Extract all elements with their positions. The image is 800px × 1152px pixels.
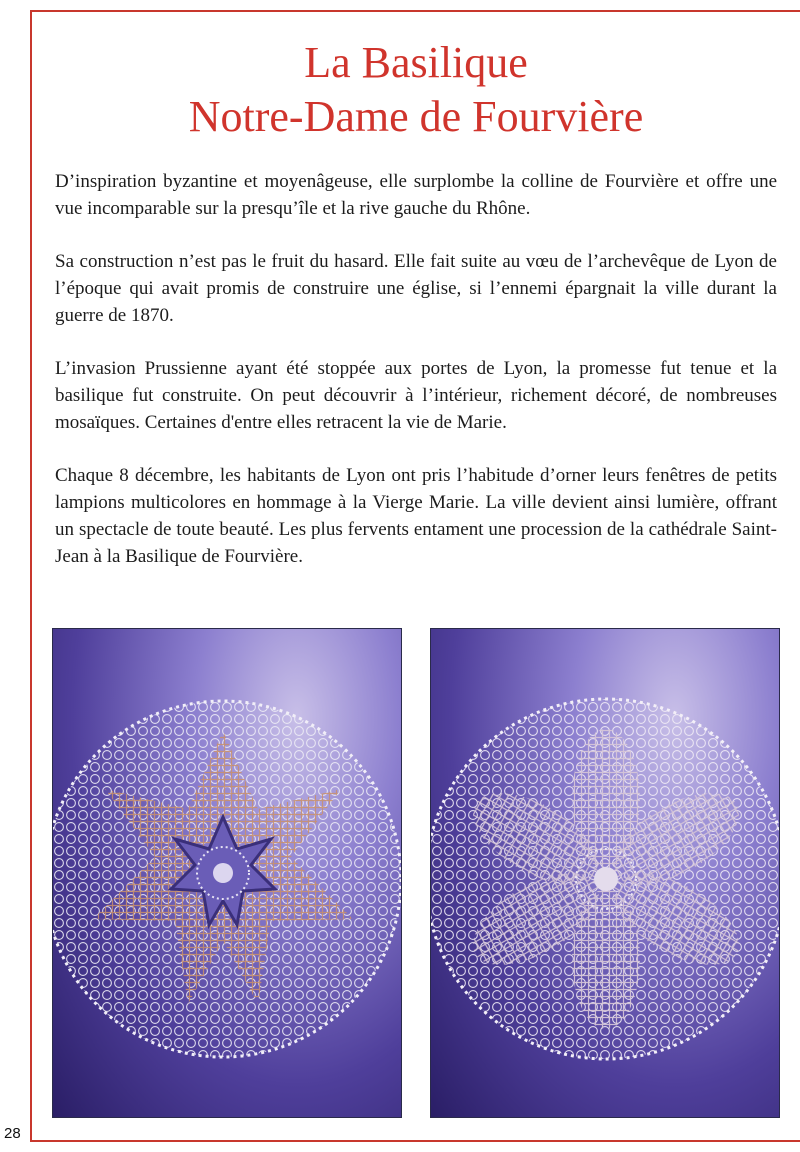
paragraph-invasion: L’invasion Prussienne ayant été stoppée aux portes de Lyon, la promesse fut tenue et la basilique fut construite. On peut découvrir à l’intérieur, richement décoré, de nombreuses mosaïques. Certaines d'entre elles retracent la vie de Marie. bbox=[55, 358, 777, 433]
doily-photo-left bbox=[52, 628, 402, 1118]
paragraph-construction: Sa construction n’est pas le fruit du hasard. Elle fait suite au vœu de l’archevêque de Lyon de l’époque qui avait promis de construire une église, si l’ennemi épargnait la ville durant la guerre de 1870. bbox=[55, 251, 777, 326]
doily-flower-illustration bbox=[431, 629, 780, 1118]
page-number: 28 bbox=[4, 1125, 21, 1142]
paragraph-december-8: Chaque 8 décembre, les habitants de Lyon ont pris l’habitude d’orner leurs fenêtres de petits lampions multicolores en hommage à la Vierge Marie. La ville devient ainsi lumière, offrant un spectacle de toute beauté. Les plus fervents entament une procession de la cathédrale Saint-Jean à la Basilique de Fourvière. bbox=[55, 465, 777, 567]
doily-photo-right bbox=[430, 628, 780, 1118]
doily-star-illustration bbox=[53, 629, 402, 1118]
page-title-line-2: Notre-Dame de Fourvière bbox=[188, 92, 644, 141]
paragraph-inspiration: D’inspiration byzantine et moyenâgeuse, elle surplombe la colline de Fourvière et offre une vue incomparable sur la presqu’île et la rive gauche du Rhône. bbox=[55, 171, 777, 219]
page-title-line-1: La Basilique bbox=[304, 38, 528, 87]
